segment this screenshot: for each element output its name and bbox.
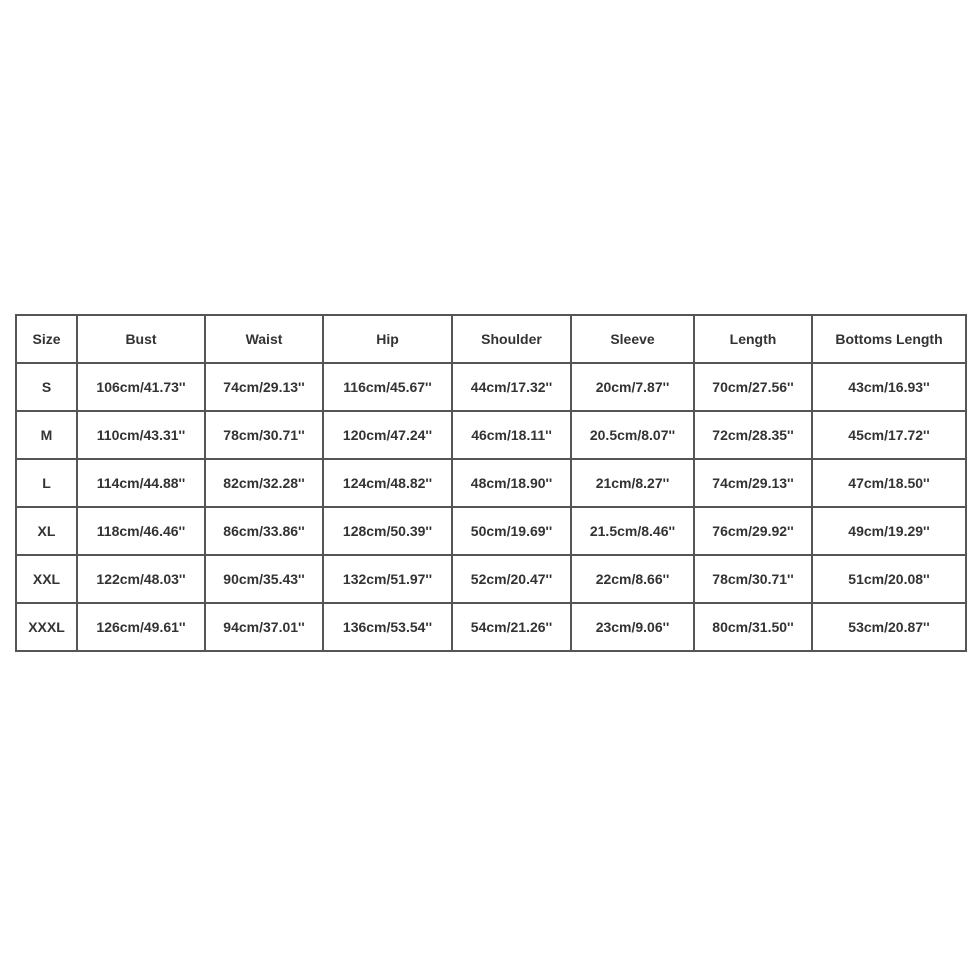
header-row xyxy=(16,315,966,363)
hip-cell: 116cm/45.67'' xyxy=(323,363,452,411)
table-row xyxy=(16,603,966,651)
size-cell: XL xyxy=(16,507,77,555)
table-row xyxy=(16,507,966,555)
length-cell: 80cm/31.50'' xyxy=(694,603,812,651)
bust-cell: 106cm/41.73'' xyxy=(77,363,205,411)
hip-cell: 120cm/47.24'' xyxy=(323,411,452,459)
header-waist: Waist xyxy=(205,315,323,363)
header-shoulder: Shoulder xyxy=(452,315,571,363)
length-cell: 70cm/27.56'' xyxy=(694,363,812,411)
shoulder-cell: 50cm/19.69'' xyxy=(452,507,571,555)
bottoms-length-cell: 51cm/20.08'' xyxy=(812,555,966,603)
header-sleeve: Sleeve xyxy=(571,315,694,363)
shoulder-cell: 48cm/18.90'' xyxy=(452,459,571,507)
bust-cell: 110cm/43.31'' xyxy=(77,411,205,459)
size-cell: XXL xyxy=(16,555,77,603)
length-cell: 72cm/28.35'' xyxy=(694,411,812,459)
table-row xyxy=(16,459,966,507)
waist-cell: 86cm/33.86'' xyxy=(205,507,323,555)
header-bust: Bust xyxy=(77,315,205,363)
waist-cell: 90cm/35.43'' xyxy=(205,555,323,603)
waist-cell: 82cm/32.28'' xyxy=(205,459,323,507)
shoulder-cell: 54cm/21.26'' xyxy=(452,603,571,651)
sleeve-cell: 23cm/9.06'' xyxy=(571,603,694,651)
bottoms-length-cell: 43cm/16.93'' xyxy=(812,363,966,411)
sleeve-cell: 20.5cm/8.07'' xyxy=(571,411,694,459)
sleeve-cell: 22cm/8.66'' xyxy=(571,555,694,603)
sleeve-cell: 21.5cm/8.46'' xyxy=(571,507,694,555)
waist-cell: 78cm/30.71'' xyxy=(205,411,323,459)
bust-cell: 114cm/44.88'' xyxy=(77,459,205,507)
shoulder-cell: 44cm/17.32'' xyxy=(452,363,571,411)
size-chart-table xyxy=(15,314,967,652)
size-cell: S xyxy=(16,363,77,411)
header-bottoms-length: Bottoms Length xyxy=(812,315,966,363)
header-hip: Hip xyxy=(323,315,452,363)
shoulder-cell: 52cm/20.47'' xyxy=(452,555,571,603)
waist-cell: 74cm/29.13'' xyxy=(205,363,323,411)
sleeve-cell: 21cm/8.27'' xyxy=(571,459,694,507)
length-cell: 76cm/29.92'' xyxy=(694,507,812,555)
bottoms-length-cell: 53cm/20.87'' xyxy=(812,603,966,651)
size-cell: M xyxy=(16,411,77,459)
bust-cell: 126cm/49.61'' xyxy=(77,603,205,651)
size-cell: L xyxy=(16,459,77,507)
bust-cell: 118cm/46.46'' xyxy=(77,507,205,555)
hip-cell: 136cm/53.54'' xyxy=(323,603,452,651)
hip-cell: 132cm/51.97'' xyxy=(323,555,452,603)
table-row xyxy=(16,555,966,603)
length-cell: 78cm/30.71'' xyxy=(694,555,812,603)
hip-cell: 124cm/48.82'' xyxy=(323,459,452,507)
table-row xyxy=(16,363,966,411)
bust-cell: 122cm/48.03'' xyxy=(77,555,205,603)
header-size: Size xyxy=(16,315,77,363)
waist-cell: 94cm/37.01'' xyxy=(205,603,323,651)
table-row xyxy=(16,411,966,459)
hip-cell: 128cm/50.39'' xyxy=(323,507,452,555)
header-length: Length xyxy=(694,315,812,363)
size-cell: XXXL xyxy=(16,603,77,651)
bottoms-length-cell: 49cm/19.29'' xyxy=(812,507,966,555)
bottoms-length-cell: 47cm/18.50'' xyxy=(812,459,966,507)
length-cell: 74cm/29.13'' xyxy=(694,459,812,507)
shoulder-cell: 46cm/18.11'' xyxy=(452,411,571,459)
sleeve-cell: 20cm/7.87'' xyxy=(571,363,694,411)
bottoms-length-cell: 45cm/17.72'' xyxy=(812,411,966,459)
